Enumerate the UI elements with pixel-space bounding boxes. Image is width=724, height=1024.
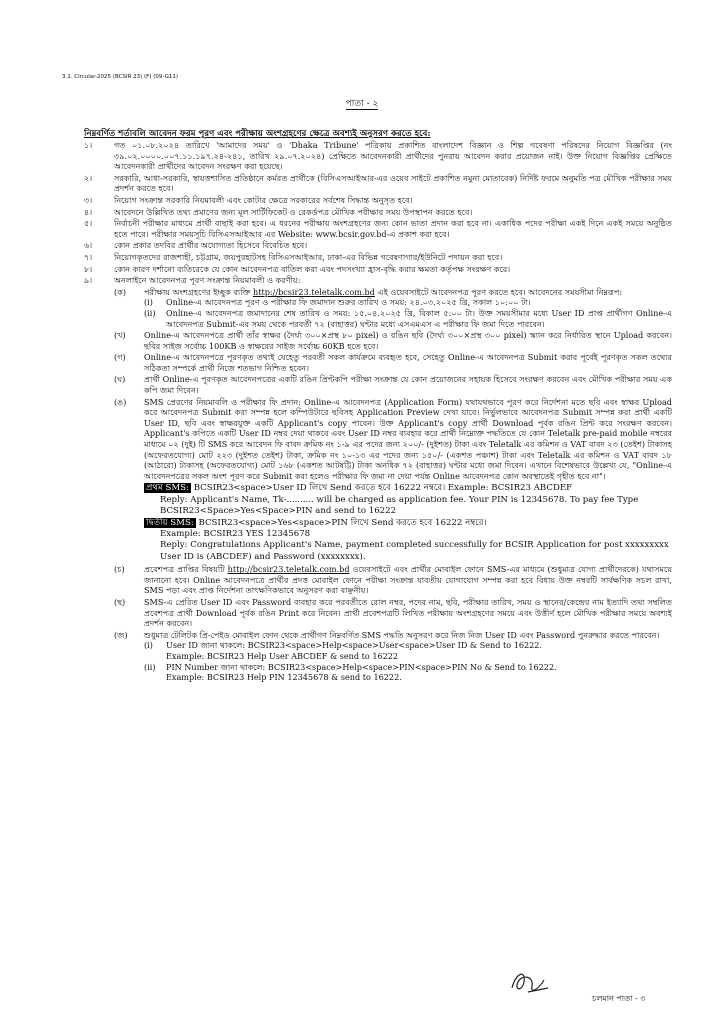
- sms-instructions: [144, 483, 672, 563]
- admit-card-website-link[interactable]: http://bcsir23.teletalk.com.bd: [227, 564, 350, 575]
- page-number: [0, 96, 724, 111]
- subitem-kha: (খ) Online-এ আবেদনপত্রে প্রার্থী তাঁর স্বাক্ষর (দৈর্ঘ্য ৩০০×প্রস্থ ৮০ pixel) ও রঙিন ছবি (দৈর্ঘ্য ৩০০×প্রস্থ ৩০০ pixel) স্ক্যান করে নির্ধারিত স্থানে Upload করবেন। ছবির সাইজ সর্বোচ্চ 100KB ও স্বাক্ষরের সাইজ সর্বোচ্চ 60KB হতে হবে।: [114, 330, 672, 351]
- page-number-label: পাতা - ২: [345, 99, 379, 109]
- continuation-note: চলমান পাতা - ৩: [592, 994, 646, 1003]
- list-item: ৮। কোন কারণ দর্শানো ব্যতিরেকে যে কোন আবেদনপত্র বাতিল করা এবং পদসংখ্যা হ্রাস-বৃদ্ধি করার ক্ষমতা কর্তৃপক্ষ সংরক্ষণ করে।: [84, 263, 511, 274]
- subitem-chha: (ছ) SMS-এ প্রেরিত User ID এবং Password ব্যবহার করে পরবর্তীতে রোল নম্বর, পদের নাম, ছবি, পরীক্ষার তারিখ, সময় ও স্থানের/কেন্দ্রের নাম ইত্যাদি তথ্য সম্বলিত প্রবেশপত্র প্রার্থী Download পূর্বক রঙিন Print করে নিবেন। প্রার্থী প্রবেশপত্রটি লিখিত পরীক্ষায় অংশগ্রহণের সময়ে এবং উত্তীর্ণ হলে মৌখিক পরীক্ষার সময়ে অবশ্যই প্রদর্শন করবেন।: [114, 597, 672, 629]
- first-sms-tag: প্রথম SMS:: [146, 483, 189, 494]
- list-item: ৯। অনলাইনে আবেদনপত্র পূরণ সংক্রান্ত নিয়মাবলী ও করণীয়:: [84, 275, 301, 286]
- subitem-ja-i: (i) User ID জানা থাকলে: BCSIR23<space>Help<space>User<space>User ID & Send to 16222. Example: BCSIR23 Help User ABCDEF & send to 16222: [144, 640, 543, 661]
- list-item: ৪। আবেদনে উল্লিখিত তথ্য প্রমাণের জন্য মূল সার্টিফিকেট ও রেকর্ডপত্র মৌখিক পরীক্ষার সময় উপস্থাপন করতে হবে।: [84, 206, 473, 217]
- conditions-heading: নিম্নবর্ণিত শর্তাবলি আবেদন ফরম পূরণ এবং পরীক্ষায় অংশগ্রহণের ক্ষেত্রে অবশ্যই অনুসরণ করতে হবে:: [84, 129, 431, 139]
- list-item: ২। সরকারি, আধা-সরকারি, স্বায়ত্তশাসিত প্রতিষ্ঠানে কর্মরত প্রার্থীকে (বিসিএসআইআর-এর ওয়েব সাইটে প্রকাশিত নমুনা মোতাবেক) নির্দিষ্ট ফরমে অনুমতি পত্র মৌখিক পরীক্ষার সময় প্রদর্শন করতে হবে।: [84, 172, 672, 194]
- first-sms: প্রথম SMS: BCSIR23<space>User ID লিখে Send করতে হবে 16222 নম্বরে। Example: BCSIR23 ABCDEF: [146, 483, 573, 494]
- subitem-cha: (চ) প্রবেশপত্র প্রাপ্তির বিষয়টি http://bcsir23.teletalk.com.bd ওয়েবসাইটে এবং প্রার্থীর মোবাইল ফোনে SMS-এর মাধ্যমে (শুধুমাত্র যোগ্য প্রার্থীদেরকে) যথাসময়ে জানানো হবে। Online আবেদনপত্রে প্রার্থীর প্রদত্ত মোবাইল ফোনে পরীক্ষা সংক্রান্ত যাবতীয় যোগাযোগ সম্পন্ন করা হবে বিধায় উক্ত নম্বরটি সার্বক্ষণিক সচল রাখা, SMS পড়া এবং প্রাপ্ত নির্দেশনা তাৎক্ষণিকভাবে অনুসরণ করা বাঞ্ছনীয়।: [114, 564, 672, 596]
- subitem-ka: (ক) পরীক্ষায় অংশগ্রহণের ইচ্ছুক ব্যক্তি http://bcsir23.teletalk.com.bd এই ওয়েবসাইটে আবেদনপত্র পূরণ করতে হবে। আবেদনের সময়সীমা নিম্নরূপ:: [114, 286, 623, 297]
- signature: [508, 968, 552, 996]
- subitem-ja-ii: (ii) PIN Number জানা থাকলে: BCSIR23<space>Help<space>PIN<space>PIN No & Send to 16222. Example: BCSIR23 Help PIN 12345678 & send to 16222.: [144, 661, 557, 683]
- subitem-ka-i: (i) Online-এ আবেদনপত্র পূরণ ও পরীক্ষার ফি জমাদান শুরুর তারিখ ও সময়: ২৪.০৩.২০২৫ খ্রি, সকাল ১০:০০ টা।: [144, 297, 531, 308]
- second-sms: দ্বিতীয় SMS: BCSIR23<space>Yes<space>PIN লিখে Send করতে হবে 16222 নম্বরে।: [146, 517, 487, 528]
- subitem-ja: (জ) শুধুমাত্র টেলিটক প্রি-পেইড মোবাইল ফোন থেকে প্রার্থীগণ নিম্নবর্ণিত SMS পদ্ধতি অনুসরণ করে নিজ নিজ User ID এবং Password পুনরুদ্ধার করতে পারবেন।: [114, 629, 660, 640]
- subitem-ga: (গ) Online-এ আবেদনপত্রে পূরণকৃত তথ্যই যেহেতু পরবর্তী সকল কার্যক্রমে ব্যবহৃত হবে, সেহেতু Online-এ আবেদনপত্র Submit করার পূর্বেই পূরণকৃত সকল তথ্যের সঠিকতা সম্পর্কে প্রার্থী নিজে শতভাগ নিশ্চিত হবেন।: [114, 352, 672, 373]
- list-item: ৩। নিয়োগ সংক্রান্ত সরকারি নিয়মাবলী এবং কোটার ক্ষেত্রে সরকারের সর্বশেষ সিদ্ধান্ত অনুসৃত হবে।: [84, 194, 413, 205]
- list-item: ১। গত ০১.০৮.২০২৪ তারিখে 'আমাদের সময়' ও 'Dhaka Tribune' পত্রিকায় প্রকাশিত বাংলাদেশ বিজ্ঞান ও শিল্প গবেষণা পরিষদের নিয়োগ বিজ্ঞপ্তির (নং ৩৯.০২.০০০০.০০৭.১১.১৯৭.২৪-২৪১, তারিখ ২৯.০৭.২০২৪) প্রেক্ষিতে আবেদনকারী প্রার্থীদের পুনরায় আবেদন করার প্রয়োজন নাই। উক্ত নিয়োগ বিজ্ঞপ্তির প্রেক্ষিতে আবেদনকারী প্রার্থীদের আবেদন সংরক্ষণ করা হয়েছে।: [84, 140, 672, 172]
- list-item: ৭। নিয়োগকৃতদের রাজশাহী, চট্টগ্রাম, জয়পুরহাটসহ বিসিএসআইআর, ঢাকা-এর বিভিন্ন গবেষণাগার/ইউনিটে পদায়ন করা হবে।: [84, 251, 503, 262]
- subitem-umo: (ঙ) SMS প্রেরণের নিয়মাবলি ও পরীক্ষার ফি প্রদান: Online-এ আবেদনপত্র (Application Form) যথাযথভাবে পূরণ করে নির্দেশনা মতে ছবি এবং স্বাক্ষর Upload করে আবেদনপত্র Submit করা সম্পন্ন হলে কম্পিউটারে ছবিসহ Application Preview দেখা যাবে। নির্ভুলভাবে আবেদনপত্র Submit সম্পন্ন করা প্রার্থী একটি User ID, ছবি এবং স্বাক্ষরযুক্ত একটি Applicant's copy পাবেন। উক্ত Applicant's copy প্রার্থী Download পূর্বক রঙিন প্রিন্ট করে সংরক্ষণ করবেন। Applicant's কপিতে একটি User ID নম্বর দেয়া থাকবে এবং User ID নম্বর ব্যবহার করে প্রার্থী নিম্নোক্ত পদ্ধতিতে যে কোন Teletalk pre-paid mobile নম্বরের মাধ্যমে ০২ (দুই) টি SMS করে আবেদন ফি বাবদ ক্রমিক নং ১-৯ এর পদের জন্য ২০০/- (দুইশত) টাকা এবং Teletalk এর কমিশন ও VAT বাবদ ২৩ (তেইশ) টাকাসহ (অফেরতযোগ্য) মোট ২২৩ (দুইশত তেইশ) টাকা, ক্রমিক নং ১০-১৩ এর পদের জন্য ১৫০/- (একশত পঞ্চাশ) টাকা এবং Teletalk এর কমিশন ও VAT বাবদ ১৮ (আঠারো) টাকাসহ (অফেরতযোগ্য) মোট ১৬৮ (একশত আটষট্টি) টাকা অনধিক ৭২ (বাহাত্তর) ঘন্টার মধ্যে জমা দিবেন। এখানে বিশেষভাবে উল্লেখ্য যে, "Online-এ আবেদনপত্রের সকল অংশ পূরণ করে Submit করা হলেও পরীক্ষার ফি জমা না দেয়া পর্যন্ত Online আবেদনপত্র কোন অবস্থাতেই গৃহীত হবে না"।: [114, 396, 672, 481]
- subitem-gha: (ঘ) প্রার্থী Online-এ পূরণকৃত আবেদনপত্রের একটি রঙিন প্রিন্টকপি পরীক্ষা সংক্রান্ত যে কোন প্রয়োজনের সহায়ক হিসেবে সংরক্ষণ করবেন এবং মৌখিক পরীক্ষার সময় এক কপি জমা দিবেন।: [114, 374, 672, 396]
- list-item: ৬। কোন প্রকার তদবির প্রার্থীর অযোগ্যতা হিসেবে বিবেচিত হবে।: [84, 240, 308, 251]
- reference-code: 3.1. Circular-2025 (BCSIR 23) (F) (09-G11): [62, 74, 178, 80]
- application-website-link[interactable]: http://bcsir23.teletalk.com.bd: [252, 286, 375, 297]
- subitem-ka-ii: (ii) Online-এ আবেদনপত্র জমাদানের শেষ তারিখ ও সময়: ১৫.০৪.২০২৫ খ্রি, বিকাল ৫:০০ টা। উক্ত সময়সীমার মধ্যে User ID প্রাপ্ত প্রার্থীগণ Online-এ আবেদনপত্র Submit-এর সময় থেকে পরবর্তী ৭২ (বাহাত্তর) ঘন্টার মধ্যে এসএমএস এ পরীক্ষার ফি জমা দিতে পারবেন।: [144, 307, 672, 329]
- list-item: ৫। নির্বাচনী পরীক্ষার মাধ্যমে প্রার্থী বাছাই করা হবে। এ ধরনের পরীক্ষায় অংশগ্রহণের জন্য কোন ভাতা প্রদান করা হবে না। একাধিক পদের পরীক্ষা একই দিনে একই সময়ে অনুষ্ঠিত হতে পারে। পরীক্ষার সময়সূচি বিসিএসআইআর এর Website: www.bcsir.gov.bd-এ প্রকাশ করা হবে।: [84, 218, 672, 239]
- second-sms-reply: Reply: Congratulations Applicant's Name, payment completed successfully for BCSIR Application for post xxxxxxxxx User ID is (ABCDEF) and Password (xxxxxxxx).: [160, 540, 669, 562]
- first-sms-reply: Reply: Applicant's Name, Tk-.......... will be charged as application fee. Your PIN is 12345678. To pay fee Type BCSIR23<Space>Yes<Space>PIN and send to 16222: [160, 494, 639, 517]
- second-sms-tag: দ্বিতীয় SMS:: [146, 517, 194, 528]
- conditions-list: [84, 140, 672, 683]
- second-sms-example: Example: BCSIR23 YES 12345678: [160, 529, 311, 540]
